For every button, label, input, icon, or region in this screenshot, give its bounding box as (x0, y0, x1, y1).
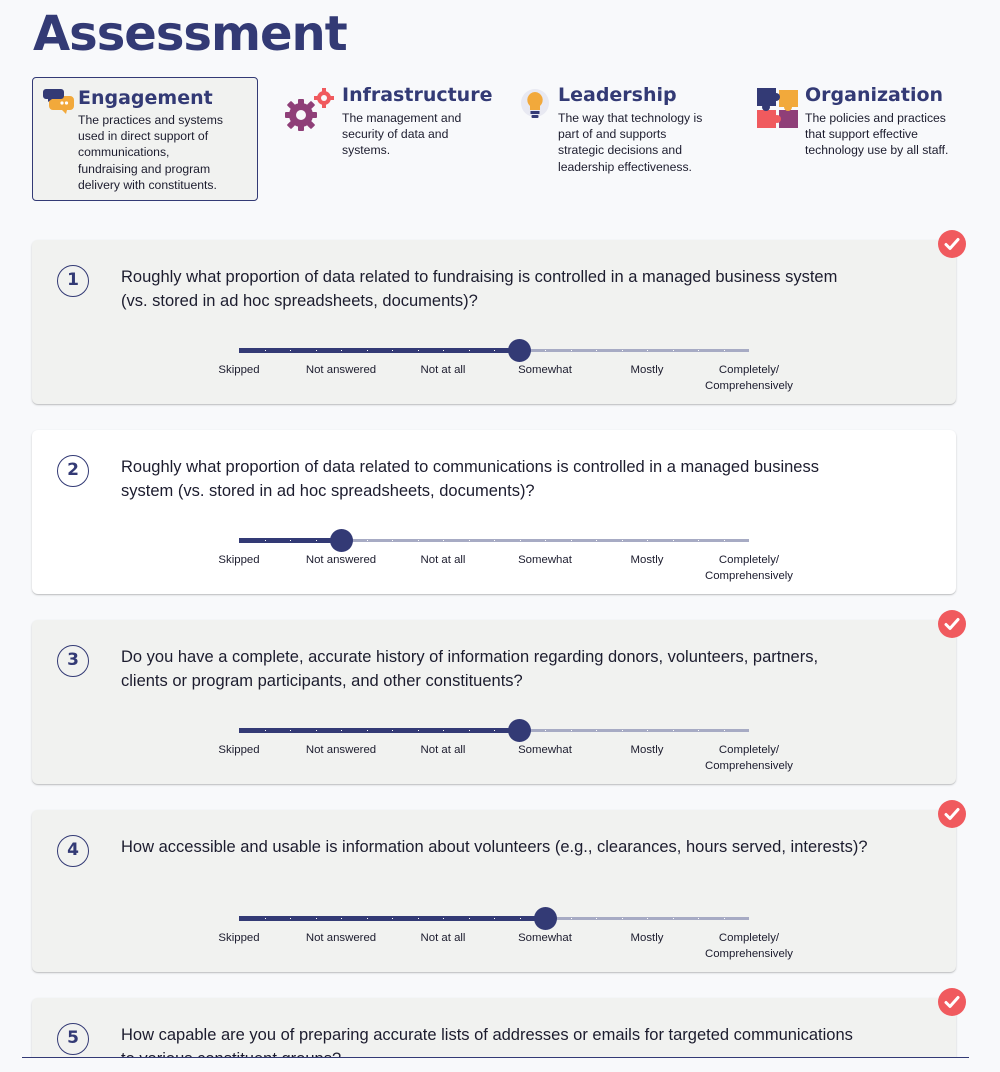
slider-tick (571, 918, 572, 919)
category-tab-organization[interactable] (753, 82, 968, 182)
slider-tick (698, 350, 699, 351)
slider-thumb[interactable] (534, 907, 557, 930)
lightbulb-icon (518, 86, 552, 122)
category-description: The policies and practices that support effective technology use by all staff. (805, 111, 949, 158)
question-number: 2 (57, 455, 89, 487)
gears-icon (282, 86, 336, 136)
slider-tick (418, 730, 419, 731)
slider-tick (367, 350, 368, 351)
slider-tick (418, 540, 419, 541)
category-description: The way that technology is part of and supports strategic decisions and leadership effectiveness. (558, 111, 703, 174)
category-tabs (0, 0, 1000, 210)
answer-slider[interactable] (239, 910, 749, 926)
scale-label: Not at all (420, 554, 466, 566)
slider-tick (647, 540, 648, 541)
check-icon (938, 230, 966, 258)
question-text: Roughly what proportion of data related to fundraising is controlled in a managed business system (vs. stored in ad hoc spreadsheets, documents)? (121, 268, 838, 310)
scale-label: Not at all (420, 364, 466, 376)
question-card (32, 620, 956, 784)
question-card (32, 810, 956, 972)
slider-tick (724, 540, 725, 541)
slider-tick (622, 540, 623, 541)
scale-label: Somewhat (518, 554, 572, 566)
question-number: 5 (57, 1023, 89, 1055)
slider-tick (698, 540, 699, 541)
slider-tick (622, 730, 623, 731)
check-icon (938, 610, 966, 638)
slider-tick (316, 350, 317, 351)
slider-tick (443, 918, 444, 919)
page-title: Assessment (33, 6, 347, 62)
question-number: 1 (57, 265, 89, 297)
slider-tick (316, 918, 317, 919)
slider-tick (647, 730, 648, 731)
question-text: How accessible and usable is information about volunteers (e.g., clearances, hours served, interests)? (121, 838, 868, 856)
slider-tick (647, 350, 648, 351)
slider-thumb[interactable] (508, 719, 531, 742)
slider-tick (622, 350, 623, 351)
check-icon (938, 988, 966, 1016)
category-tab-infrastructure[interactable] (280, 82, 495, 182)
slider-tick (724, 918, 725, 919)
slider-tick (367, 918, 368, 919)
category-description: The practices and systems used in direct support of communications, fundraising and program delivery with constituents. (78, 113, 223, 192)
answer-slider[interactable] (239, 532, 749, 548)
question-number: 4 (57, 835, 89, 867)
slider-tick (469, 350, 470, 351)
slider-tick (341, 730, 342, 731)
slider-tick (367, 540, 368, 541)
slider-tick (596, 918, 597, 919)
slider-tick (341, 918, 342, 919)
slider-tick (392, 350, 393, 351)
category-tab-engagement[interactable] (32, 77, 258, 201)
scale-label: Not answered (305, 364, 377, 376)
slider-tick (265, 350, 266, 351)
slider-tick (265, 540, 266, 541)
slider-tick (469, 540, 470, 541)
bottom-divider (22, 1057, 969, 1058)
question-card (32, 430, 956, 594)
slider-tick (418, 350, 419, 351)
slider-tick (443, 540, 444, 541)
slider-tick (265, 918, 266, 919)
slider-tick (647, 918, 648, 919)
slider-tick (596, 350, 597, 351)
slider-tick (571, 540, 572, 541)
question-text: How capable are you of preparing accurate lists of addresses or emails for targeted communications (121, 1026, 853, 1044)
category-title: Infrastructure (342, 84, 493, 106)
answer-slider[interactable] (239, 342, 749, 358)
slider-tick (494, 918, 495, 919)
slider-tick (673, 730, 674, 731)
slider-tick (520, 918, 521, 919)
slider-tick (571, 350, 572, 351)
slider-tick (418, 918, 419, 919)
slider-tick (494, 350, 495, 351)
slider-tick (494, 540, 495, 541)
slider-tick (571, 730, 572, 731)
slider-thumb[interactable] (330, 529, 353, 552)
slider-fill (239, 348, 520, 353)
slider-tick (622, 918, 623, 919)
scale-label: Not answered (305, 554, 377, 566)
slider-tick (520, 540, 521, 541)
scale-label: Not answered (305, 744, 377, 756)
category-title: Leadership (558, 84, 677, 106)
scale-label: Completely/ Comprehensively (705, 744, 793, 772)
slider-tick (392, 918, 393, 919)
slider-tick (545, 730, 546, 731)
scale-label: Somewhat (518, 744, 572, 756)
scale-label: Mostly (630, 364, 664, 376)
slider-tick (265, 730, 266, 731)
slider-tick (545, 540, 546, 541)
slider-tick (443, 350, 444, 351)
slider-tick (673, 350, 674, 351)
slider-tick (469, 730, 470, 731)
slider-fill (239, 728, 520, 733)
slider-tick (367, 730, 368, 731)
scale-label: Completely/ Comprehensively (705, 554, 793, 582)
scale-label: Mostly (630, 744, 664, 756)
slider-tick (469, 918, 470, 919)
scale-label: Skipped (218, 932, 260, 944)
slider-tick (443, 730, 444, 731)
chat-bubbles-icon (41, 86, 75, 114)
scale-label: Completely/ Comprehensively (705, 364, 793, 392)
slider-tick (673, 918, 674, 919)
scale-label: Not at all (420, 932, 466, 944)
scale-label: Somewhat (518, 364, 572, 376)
slider-tick (316, 540, 317, 541)
slider-tick (698, 918, 699, 919)
scale-label: Mostly (630, 554, 664, 566)
slider-tick (392, 540, 393, 541)
scale-label: Not at all (420, 744, 466, 756)
category-tab-leadership[interactable] (515, 82, 730, 182)
question-text: Roughly what proportion of data related to communications is controlled in a managed business system (vs. stored in ad hoc spreadsheets, documents)? (121, 458, 819, 500)
category-title: Engagement (78, 87, 213, 109)
slider-tick (316, 730, 317, 731)
scale-label: Skipped (218, 554, 260, 566)
scale-label: Skipped (218, 364, 260, 376)
slider-tick (290, 540, 291, 541)
slider-tick (673, 540, 674, 541)
slider-tick (290, 918, 291, 919)
answer-slider[interactable] (239, 722, 749, 738)
slider-tick (290, 730, 291, 731)
category-description: The management and security of data and systems. (342, 111, 462, 158)
scale-label: Not answered (305, 932, 377, 944)
question-card (32, 240, 956, 404)
slider-tick (698, 730, 699, 731)
puzzle-icon (755, 86, 801, 130)
scale-label: Mostly (630, 932, 664, 944)
slider-tick (545, 350, 546, 351)
slider-tick (341, 350, 342, 351)
slider-tick (596, 730, 597, 731)
scale-label: Somewhat (518, 932, 572, 944)
category-title: Organization (805, 84, 944, 106)
slider-tick (290, 350, 291, 351)
check-icon (938, 800, 966, 828)
slider-tick (596, 540, 597, 541)
slider-tick (494, 730, 495, 731)
slider-tick (724, 350, 725, 351)
question-number: 3 (57, 645, 89, 677)
slider-thumb[interactable] (508, 339, 531, 362)
slider-tick (724, 730, 725, 731)
slider-tick (392, 730, 393, 731)
scale-label: Completely/ Comprehensively (705, 932, 793, 960)
scale-label: Skipped (218, 744, 260, 756)
question-text: Do you have a complete, accurate history of information regarding donors, volunteers, partners, clients or program participants, and other constituents? (121, 648, 819, 690)
